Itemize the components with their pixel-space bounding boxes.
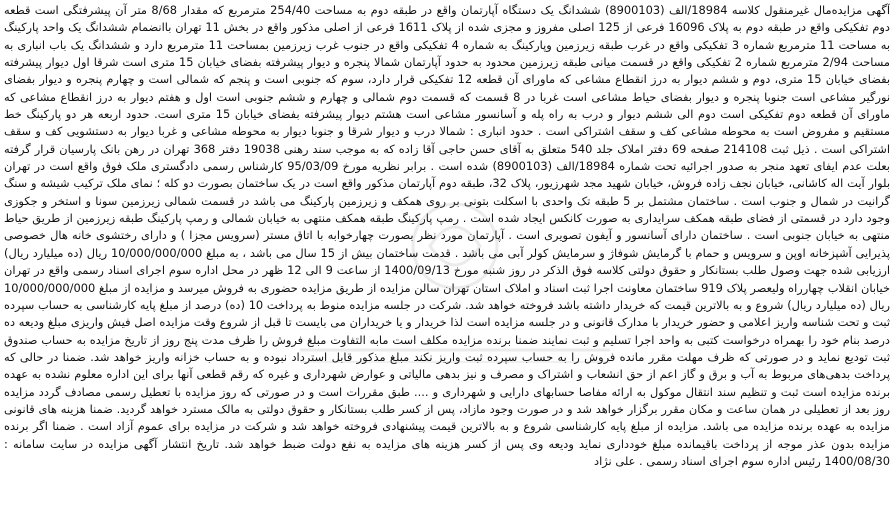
auction-notice-text: آگهی مزایده‌مال غیرمنقول کلاسه 18984/الف (8900103) ششدانگ یک دستگاه آپارتمان واقع در طبقه دوم به مساحت 254/40 مترمربع که مقدار 8/68 متر آن پیشرفتگی است قطعه دوم تفکیکی واقع در طبقه دوم به پلاک 16096 فرعی از 125 اصلی مفروز و مجزی شده از پلاک 1611 فرعی از اصلی مذکور واقع در بخش 11 تهران باانضمام ششدانگ یک واحد پارکینگ به مساحت 11 مترمربع شماره 3 تفکیکی واقع در غرب طبقه زیرزمین وپارکینگ به شماره 4 تفکیکی واقع در جنوب غرب زیرزمین بمساحت 11 مترمربع دارد و ششدانگ یک باب انباری به مساحت 2/94 مترمربع شماره 2 تفکیکی واقع در قسمت میانی طبقه زیرزمین محدود به حدود آپارتمان شمالا پنجره و دیوار پیشرفته بفضای خیابان 15 متری است شرقا اول دیوار پیشرفته بفضای خیابان 15 متری، دوم و ششم دیوار به درز انقطاع مشاعی که ماورای آن قطعه 12 تفکیکی قرار دارد، سوم که جنوبی است و پنجم که شمالی است و چهارم پنجره و دیوار بفضای نورگیر مشاعی است جنوبا پنجره و دیوار بفضای حیاط مشاعی است غربا در 8 قسمت که قسمت دوم شمالی و چهارم و ششم جنوبی است اول و هفتم دیوار به درز انقطاع مشاعی که ماورای آن قطعه دوم تفکیکی است دوم الی ششم دیوار و درب به راه پله و آسانسور مشاعی است هشتم دیوار پیشرفته بفضای خیابان 15 متری است. حدود اربعه هر دو پارکینگ خط مستقیم و مفروض است به محوطه مشاعی کف و سقف اشتراکی است . حدود انباری : شمالا درب و دیوار شرقا و جنوبا دیوار به محوطه مشاعی و غربا دیوار به دستشویی کف و سقف اشتراکی است . ذیل ثبت 214108 صفحه 69 دفتر املاک جلد 540 متعلق به آقای حسن حاجی آقا زاده که به موجب سند رهنی 19038 دفتر 368 تهران در رهن بانک پارسیان قرار گرفته بعلت عدم ایفای تعهد منجر به صدور اجرائیه تحت شماره 18984/الف (8900103) شده است . برابر نظریه مورخ 95/03/09 کارشناس رسمی دادگستری ملک فوق واقع است در تهران بلوار آیت اله کاشانی، خیابان نجف زاده فروش، خیابان شهید مجد شهرزیور، پلاک 32، طبقه دوم آپارتمان مذکور واقع است در یک ساختمان بصورت دو کله ؛ نمای ملک ترکیب شیشه و سنگ گرانیت در شمال و جنوب است . ساختمان مشتمل بر 5 طبقه تک واحدی با اسکلت بتونی بر روی همکف و زیرزمین پارکینگ می باشد در قسمت شمالی زیرزمین سونا و استخر و جکوزی وجود دارد در قسمتی از فضای طبقه همکف سرایداری به صورت کانکس ایجاد شده است . رمپ پارکینگ طبقه همکف منتهی به خیابان شمالی و رمپ پارکینگ طبقه زیرزمین از طریق حیاط منتهی به خیابان جنوبی است . ساختمان دارای آسانسور و آیفون تصویری است . آپارتمان مورد نظر بصورت چهارخوابه با اتاق مستر (سرویس مجزا ) و دارای رختشوی خانه هال خصوصی پذیرایی آشپزخانه اوپن و سرویس و حمام با گرمایش شوفاژ و سرمایش کولر آبی می باشد . قدمت ساختمان بیش از 15 سال می باشد ، به مبلغ 10/000/000/000 ریال (ده میلیارد ریال) ارزیابی شده جهت وصول طلب بستانکار و حقوق دولتی کلاسه فوق الذکر در روز شنبه مورخ 1400/09/13 از ساعت 9 الی 12 ظهر در محل اداره سوم اجرای اسناد رسمی واقع در تهران خیابان انقلاب چهارراه ولیعصر پلاک 919 ساختمان معاونت اجرا ثبت اسناد و املاک استان تهران سالن مزایده از طریق مزایده حضوری به فروش میرسد و مزایده از مبلغ 10/000/000/000 ریال (ده میلیارد ریال) شروع و به بالاترین قیمت که خریدار داشته باشد فروخته خواهد شد. شرکت در جلسه مزایده منوط به پرداخت 10 (ده) درصد از مبلغ پایه کارشناسی به حساب سپرده ثبت و تحت شناسه واریز اعلامی و حضور خریدار با مدارک قانونی و در جلسه مزایده است لذا خریدار و یا خریداران می بایست تا قبل از شروع وقت مزایده اصل فیش واریزی مبلغ ودیعه ده درصد بنام خود را بهمراه درخواست کتبی به واحد اجرا تسلیم و ثبت نمایند ضمنا برنده مزایده مکلف است مابه التفاوت مبلغ فروش را ظرف مدت پنج روز از تاریخ مزایده به حساب صندوق ثبت تودیع نماید و در صورتی که ظرف مهلت مقرر مانده فروش را به حساب سپرده ثبت واریز نکند مبلغ مذکور قابل استرداد نبوده و به حساب خزانه واریز خواهد شد. ضمنا در حالی که پرداخت بدهی‌های مربوط به آب و برق و گاز اعم از حق انشعاب و اشتراک و مصرف و نیز بدهی مالیاتی و عوارض شهرداری و غیره که رقم قطعی آنها برای این اداره معلوم نشده به عهده برنده مزایده است ثبت و تنظیم سند انتقال موکول به ارائه مفاصا حسابهای دارایی و شهرداری و .... طبق مقررات است و در صورتی که روز مزایده با تعطیل رسمی مصادف گردد مزایده روز بعد از تعطیلی در همان ساعت و مکان مقرر برگزار خواهد شد و در صورت وجود مازاد، پس از کسر طلب بستانکار و حقوق دولتی به مالک مسترد خواهد گردید. ضمنا هزینه های قانونی مزایده به عهده برنده مزایده می باشد. مزایده از مبلغ پایه کارشناسی شروع و به بالاترین قیمت پیشنهادی فروخته خواهد شد و شرکت در مزایده برای عموم آزاد است . ضمنا اگر برنده مزایده بدون عذر موجه از پرداخت باقیمانده مبلغ خودداری نماید ودیعه وی پس از کسر هزینه های مزایده به نفع دولت ضبط خواهد شد. تاریخ انتشار آگهی مزایده در سایت سامانه : 1400/08/30 رئیس اداره سوم اجرای اسناد رسمی . علی نژاد (4, 3, 890, 468)
